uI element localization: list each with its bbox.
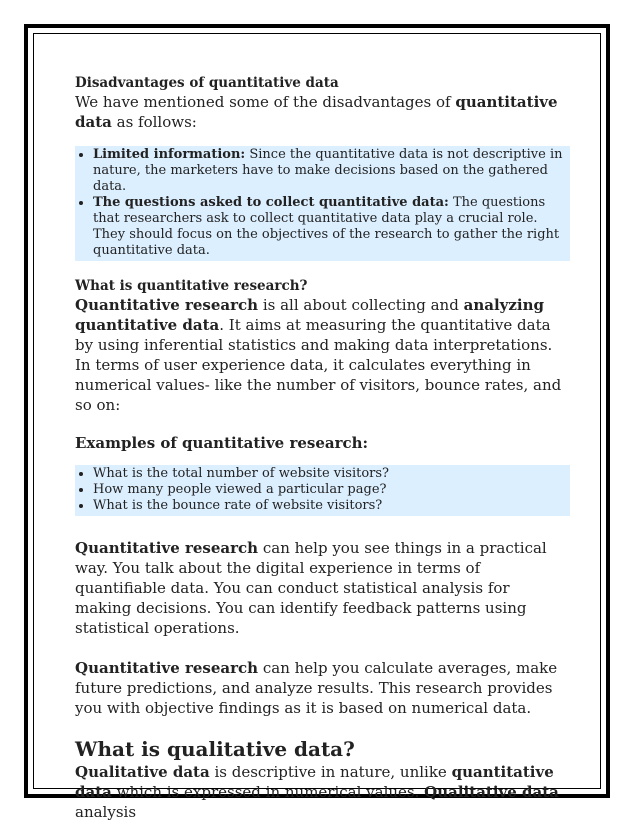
examples-list xyxy=(75,465,570,516)
list-item: • What is the bounce rate of website visitors? xyxy=(93,498,566,514)
heading-quantitative-research: What is quantitative research? xyxy=(75,278,308,294)
document-content xyxy=(75,74,570,822)
practical-para: Quantitative research can help you see things in a practical way. You talk about the digital experience in terms of quantifiable data. You can conduct statistical analysis for making decisions. You can identify feedback patterns using statistical operations. xyxy=(75,539,547,637)
heading-disadvantages: Disadvantages of quantitative data xyxy=(75,75,339,91)
list-item: • What is the total number of website visitors? xyxy=(93,466,566,482)
averages-para: Quantitative research can help you calculate averages, make future predictions, and analyze results. This research provides you with objective findings as it is based on numerical data. xyxy=(75,659,558,717)
list-item: • How many people viewed a particular page? xyxy=(93,482,566,498)
ux-data-para: In terms of user experience data, it calculates everything in numerical values- like the number of visitors, bounce rates, and so on: xyxy=(75,356,562,414)
list-item: • Limited information: Since the quantitative data is not descriptive in nature, the marketers have to make decisions based on the gathered data. xyxy=(93,147,566,195)
qualitative-para: Qualitative data is descriptive in nature, unlike quantitative data which is expressed in numerical values. Qualitative data analysis xyxy=(75,763,559,821)
disadvantages-list xyxy=(75,146,570,261)
heading-qualitative-data: What is qualitative data? xyxy=(75,737,355,761)
disadvantages-intro: We have mentioned some of the disadvantages of quantitative data as follows: xyxy=(75,93,558,131)
quantitative-research-para: Quantitative research is all about collecting and analyzing quantitative data. It aims at measuring the quantitative data by using inferential statistics and making data interpretations. xyxy=(75,296,553,354)
list-item: • The questions asked to collect quantitative data: The questions that researchers ask to collect quantitative data play a crucial role. They should focus on the objectives of the research to gather the right quantitative data. xyxy=(93,195,566,259)
heading-examples: Examples of quantitative research: xyxy=(75,434,369,452)
